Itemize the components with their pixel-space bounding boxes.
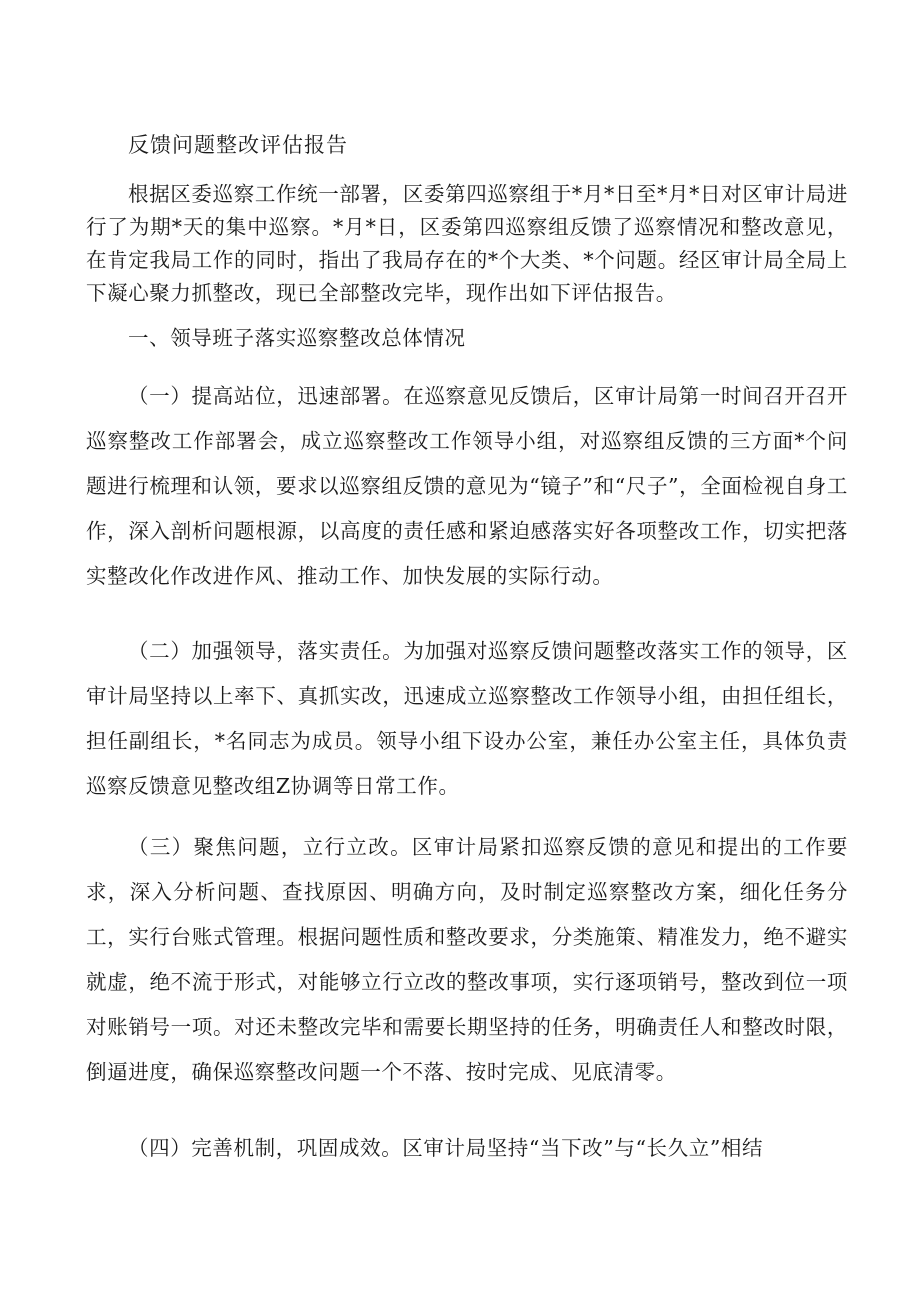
paragraph-3: （三）聚焦问题，立行立改。区审计局紧扣巡察反馈的意见和提出的工作要求，深入分析问题、查找原因、明确方向，及时制定巡察整改方案，细化任务分工，实行台账式管理。根据问题性质和整改要求，分类施策、精准发力，绝不避实就虚，绝不流于形式，对能够立行立改的整改事项，实行逐项销号，整改到位一项对账销号一项。对还未整改完毕和需要长期坚持的任务，明确责任人和整改时限，倒逼进度，确保巡察整改问题一个不落、按时完成、见底清零。 bbox=[86, 835, 848, 1084]
section-heading: 一、领导班子落实巡察整改总体情况 bbox=[128, 326, 466, 350]
intro-paragraph: 根据区委巡察工作统一部署，区委第四巡察组于*月*日至*月*日对区审计局进行了为期*天的集中巡察。*月*日，区委第四巡察组反馈了巡察情况和整改意见，在肯定我局工作的同时，指出了我局存在的*个大类、*个问题。经区审计局全局上下凝心聚力抓整改，现已全部整改完毕，现作出如下评估报告。 bbox=[86, 182, 848, 305]
paragraph-2: （二）加强领导，落实责任。为加强对巡察反馈问题整改落实工作的领导，区审计局坚持以上率下、真抓实改，迅速成立巡察整改工作领导小组，由担任组长，担任副组长，*名同志为成员。领导小组下设办公室，兼任办公室主任，具体负责巡察反馈意见整改组Z协调等日常工作。 bbox=[86, 639, 848, 798]
document-title: 反馈问题整改评估报告 bbox=[128, 133, 348, 157]
paragraph-1: （一）提高站位，迅速部署。在巡察意见反馈后，区审计局第一时间召开召开巡察整改工作部署会，成立巡察整改工作领导小组，对巡察组反馈的三方面*个问题进行梳理和认领，要求以巡察组反馈的意见为“镜子”和“尺子”，全面检视自身工作，深入剖析问题根源，以高度的责任感和紧迫感落实好各项整改工作，切实把落实整改化作改进作风、推动工作、加快发展的实际行动。 bbox=[86, 384, 848, 588]
paragraph-4: （四）完善机制，巩固成效。区审计局坚持“当下改”与“长久立”相结 bbox=[128, 1136, 764, 1160]
